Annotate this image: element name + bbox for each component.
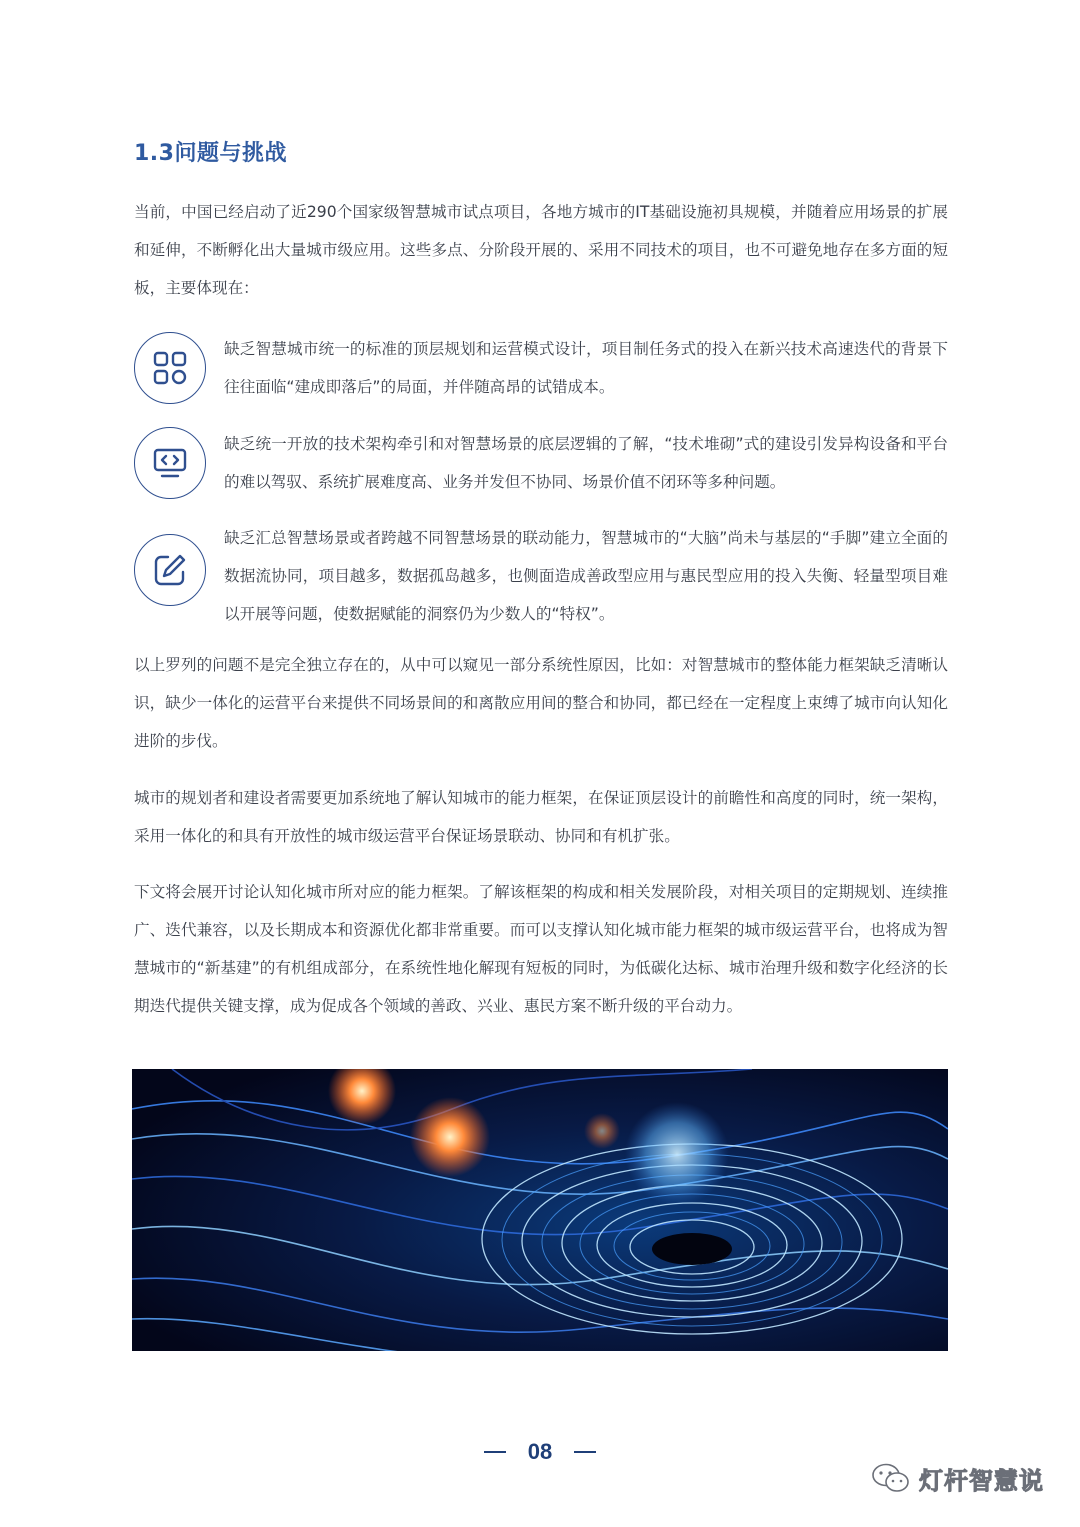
issue-item-2	[134, 425, 948, 515]
section-heading: 1.3问题与挑战	[134, 141, 287, 166]
issue-item-3	[134, 519, 948, 623]
page-number: 08	[527, 1439, 553, 1464]
code-monitor-icon	[134, 427, 206, 499]
issue-item-1	[134, 330, 948, 420]
footer-dash-left	[484, 1451, 506, 1453]
watermark-text: 灯杆智慧说	[919, 1466, 1044, 1495]
footer-dash-right	[574, 1451, 596, 1453]
paragraph-1: 以上罗列的问题不是完全独立存在的，从中可以窥见一部分系统性原因，比如：对智慧城市的整体能力框架缺乏清晰认识，缺少一体化的运营平台来提供不同场景间的和离散应用间的整合和协同，都已经在一定程度上束缚了城市向认知化进阶的步伐。	[134, 656, 948, 750]
issue-text-1: 缺乏智慧城市统一的标准的顶层规划和运营模式设计，项目制任务式的投入在新兴技术高速迭代的背景下往往面临“建成即落后”的局面，并伴随高昂的试错成本。	[224, 340, 948, 396]
wechat-watermark	[871, 1458, 1044, 1498]
edit-icon	[134, 534, 206, 606]
abstract-light-swirl-image	[132, 1069, 948, 1351]
wechat-icon	[871, 1462, 911, 1494]
issue-text-2: 缺乏统一开放的技术架构牵引和对智慧场景的底层逻辑的了解，“技术堆砌”式的建设引发异构设备和平台的难以驾驭、系统扩展难度高、业务并发但不协同、场景价值不闭环等多种问题。	[224, 435, 948, 491]
hero-image	[132, 1069, 948, 1351]
intro-paragraph: 当前，中国已经启动了近290个国家级智慧城市试点项目，各地方城市的IT基础设施初具规模，并随着应用场景的扩展和延伸，不断孵化出大量城市级应用。这些多点、分阶段开展的、采用不同技术的项目，也不可避免地存在多方面的短板，主要体现在：	[134, 203, 948, 297]
grid-icon	[134, 332, 206, 404]
paragraph-2: 城市的规划者和建设者需要更加系统地了解认知城市的能力框架，在保证顶层设计的前瞻性和高度的同时，统一架构，采用一体化的和具有开放性的城市级运营平台保证场景联动、协同和有机扩张。	[134, 789, 948, 845]
issue-text-3: 缺乏汇总智慧场景或者跨越不同智慧场景的联动能力，智慧城市的“大脑”尚未与基层的“手脚”建立全面的数据流协同，项目越多，数据孤岛越多，也侧面造成善政型应用与惠民型应用的投入失衡、轻量型项目难以开展等问题，使数据赋能的洞察仍为少数人的“特权”。	[224, 529, 948, 623]
paragraph-3: 下文将会展开讨论认知化城市所对应的能力框架。了解该框架的构成和相关发展阶段，对相关项目的定期规划、连续推广、迭代兼容，以及长期成本和资源优化都非常重要。而可以支撑认知化城市能力框架的城市级运营平台，也将成为智慧城市的“新基建”的有机组成部分，在系统性地化解现有短板的同时，为低碳化达标、城市治理升级和数字化经济的长期迭代提供关键支撑，成为促成各个领域的善政、兴业、惠民方案不断升级的平台动力。	[134, 883, 948, 1015]
